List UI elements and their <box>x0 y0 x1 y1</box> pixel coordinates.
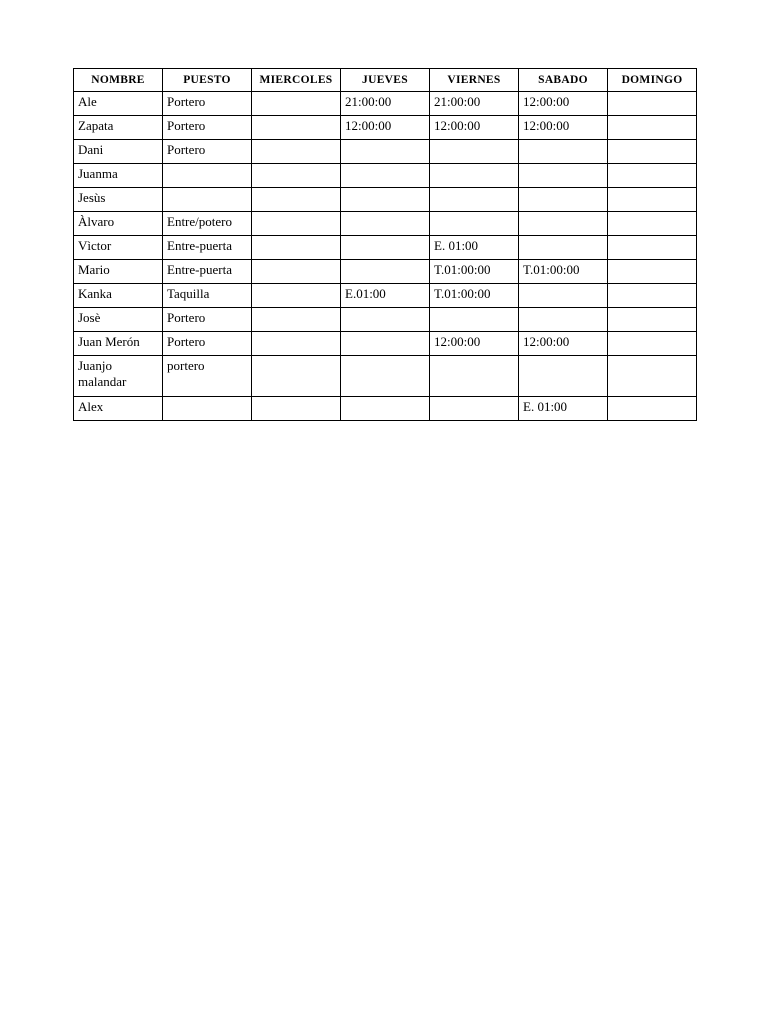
cell-sabado: 12:00:00 <box>519 332 608 356</box>
cell-nombre: Josè <box>74 308 163 332</box>
cell-miercoles <box>252 397 341 421</box>
cell-miercoles <box>252 188 341 212</box>
cell-miercoles <box>252 236 341 260</box>
cell-jueves <box>341 212 430 236</box>
header-sabado: SABADO <box>519 69 608 92</box>
cell-miercoles <box>252 164 341 188</box>
table-row <box>74 116 697 140</box>
cell-miercoles <box>252 92 341 116</box>
table-row <box>74 92 697 116</box>
cell-puesto: Entre-puerta <box>163 260 252 284</box>
table-row <box>74 332 697 356</box>
cell-viernes <box>430 397 519 421</box>
table-row <box>74 284 697 308</box>
cell-puesto: Portero <box>163 116 252 140</box>
cell-nombre: Jesùs <box>74 188 163 212</box>
cell-nombre: Dani <box>74 140 163 164</box>
cell-domingo <box>608 188 697 212</box>
cell-jueves <box>341 308 430 332</box>
cell-puesto: Entre/potero <box>163 212 252 236</box>
cell-jueves <box>341 140 430 164</box>
table-row <box>74 212 697 236</box>
cell-domingo <box>608 92 697 116</box>
cell-miercoles <box>252 332 341 356</box>
cell-jueves <box>341 260 430 284</box>
header-puesto: PUESTO <box>163 69 252 92</box>
cell-viernes <box>430 356 519 397</box>
cell-jueves: 21:00:00 <box>341 92 430 116</box>
cell-sabado <box>519 284 608 308</box>
cell-sabado <box>519 140 608 164</box>
cell-sabado: T.01:00:00 <box>519 260 608 284</box>
cell-puesto: Portero <box>163 140 252 164</box>
cell-miercoles <box>252 116 341 140</box>
cell-miercoles <box>252 284 341 308</box>
cell-domingo <box>608 116 697 140</box>
cell-nombre: Àlvaro <box>74 212 163 236</box>
cell-nombre: Juanma <box>74 164 163 188</box>
cell-viernes <box>430 164 519 188</box>
cell-domingo <box>608 308 697 332</box>
table-row <box>74 260 697 284</box>
header-jueves: JUEVES <box>341 69 430 92</box>
cell-viernes <box>430 212 519 236</box>
cell-puesto: Portero <box>163 308 252 332</box>
cell-puesto: Portero <box>163 332 252 356</box>
cell-sabado <box>519 356 608 397</box>
cell-puesto <box>163 397 252 421</box>
cell-nombre: Zapata <box>74 116 163 140</box>
table-row <box>74 188 697 212</box>
cell-nombre: Alex <box>74 397 163 421</box>
cell-sabado <box>519 164 608 188</box>
cell-viernes: T.01:00:00 <box>430 284 519 308</box>
cell-jueves <box>341 397 430 421</box>
cell-jueves: E.01:00 <box>341 284 430 308</box>
table-row <box>74 164 697 188</box>
table-row <box>74 140 697 164</box>
cell-jueves <box>341 356 430 397</box>
cell-puesto <box>163 188 252 212</box>
cell-domingo <box>608 236 697 260</box>
header-domingo: DOMINGO <box>608 69 697 92</box>
cell-domingo <box>608 284 697 308</box>
cell-jueves <box>341 236 430 260</box>
cell-puesto: portero <box>163 356 252 397</box>
cell-jueves: 12:00:00 <box>341 116 430 140</box>
header-nombre: NOMBRE <box>74 69 163 92</box>
cell-nombre: Vìctor <box>74 236 163 260</box>
header-viernes: VIERNES <box>430 69 519 92</box>
schedule-body <box>74 92 697 421</box>
cell-puesto: Taquilla <box>163 284 252 308</box>
cell-viernes <box>430 188 519 212</box>
cell-puesto: Entre-puerta <box>163 236 252 260</box>
cell-nombre: Juanjo malandar <box>74 356 163 397</box>
cell-nombre: Ale <box>74 92 163 116</box>
cell-sabado <box>519 212 608 236</box>
cell-nombre: Mario <box>74 260 163 284</box>
cell-miercoles <box>252 356 341 397</box>
cell-miercoles <box>252 308 341 332</box>
cell-domingo <box>608 164 697 188</box>
cell-domingo <box>608 260 697 284</box>
header-row <box>74 69 697 92</box>
cell-puesto: Portero <box>163 92 252 116</box>
cell-jueves <box>341 188 430 212</box>
cell-viernes <box>430 308 519 332</box>
cell-viernes <box>430 140 519 164</box>
cell-jueves <box>341 164 430 188</box>
table-row <box>74 356 697 397</box>
cell-viernes: 21:00:00 <box>430 92 519 116</box>
cell-nombre: Kanka <box>74 284 163 308</box>
cell-domingo <box>608 397 697 421</box>
cell-domingo <box>608 332 697 356</box>
cell-miercoles <box>252 260 341 284</box>
cell-miercoles <box>252 212 341 236</box>
cell-nombre: Juan Merón <box>74 332 163 356</box>
cell-viernes: T.01:00:00 <box>430 260 519 284</box>
header-miercoles: MIERCOLES <box>252 69 341 92</box>
schedule-table <box>73 68 697 421</box>
cell-viernes: 12:00:00 <box>430 116 519 140</box>
cell-domingo <box>608 140 697 164</box>
cell-jueves <box>341 332 430 356</box>
cell-puesto <box>163 164 252 188</box>
cell-sabado <box>519 188 608 212</box>
cell-viernes: 12:00:00 <box>430 332 519 356</box>
table-row <box>74 397 697 421</box>
table-row <box>74 236 697 260</box>
cell-domingo <box>608 356 697 397</box>
cell-sabado <box>519 236 608 260</box>
cell-miercoles <box>252 140 341 164</box>
cell-sabado: 12:00:00 <box>519 116 608 140</box>
table-row <box>74 308 697 332</box>
cell-domingo <box>608 212 697 236</box>
cell-sabado: 12:00:00 <box>519 92 608 116</box>
cell-viernes: E. 01:00 <box>430 236 519 260</box>
cell-sabado: E. 01:00 <box>519 397 608 421</box>
cell-sabado <box>519 308 608 332</box>
